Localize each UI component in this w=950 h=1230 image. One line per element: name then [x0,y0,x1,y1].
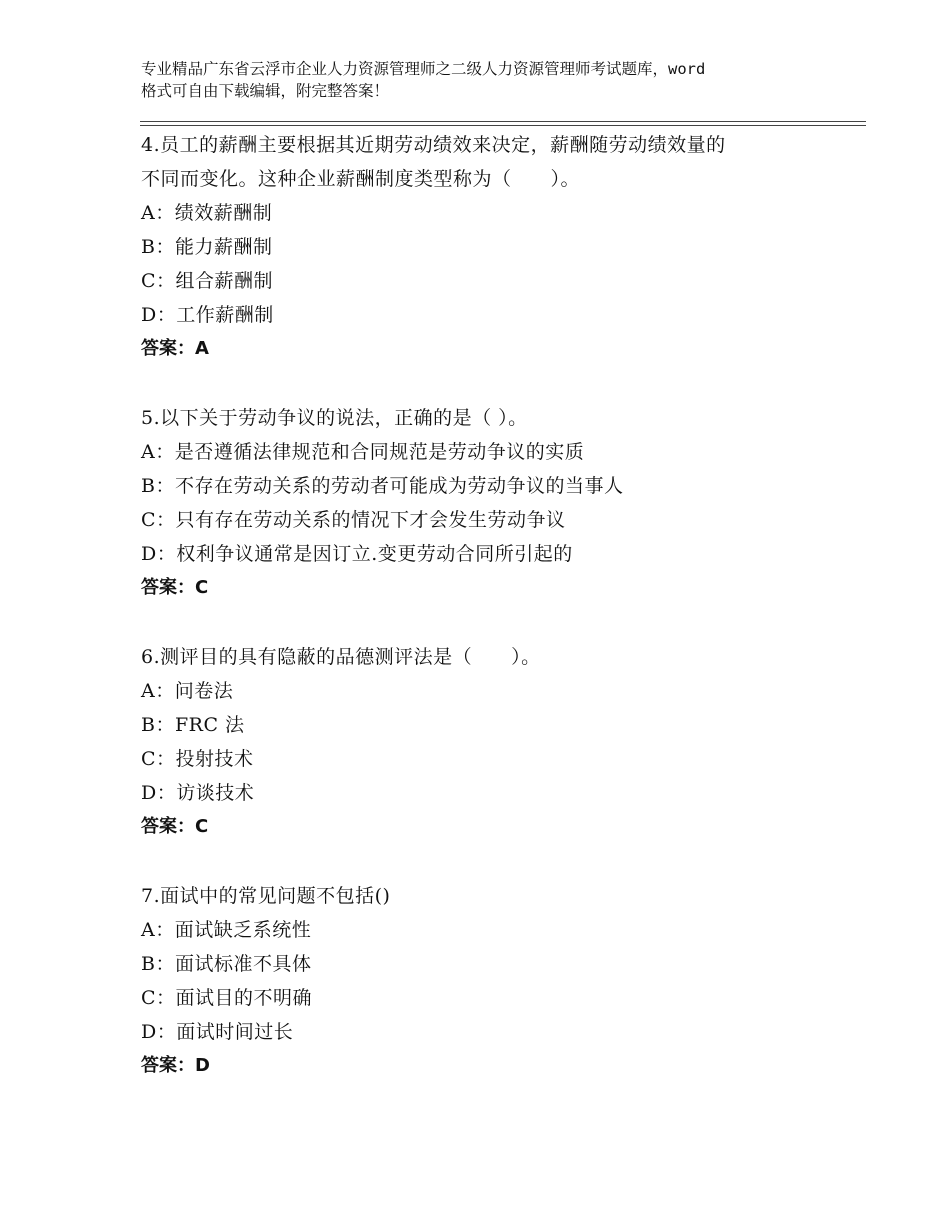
option-c: C：只有存在劳动关系的情况下才会发生劳动争议 [141,509,566,531]
question-stem-line: 7.面试中的常见问题不包括() [141,885,391,907]
option-a: A：是否遵循法律规范和合同规范是劳动争议的实质 [141,441,585,463]
question-6 [141,640,821,844]
option-b: B：面试标准不具体 [141,953,312,975]
option-d: D：面试时间过长 [141,1021,294,1043]
option-c: C：投射技术 [141,748,254,770]
answer-label: 答案：C [141,577,209,598]
document-header-note [141,58,831,102]
answer-label: 答案：A [141,338,209,359]
option-d: D：权利争议通常是因订立.变更劳动合同所引起的 [141,543,573,565]
option-b: B：不存在劳动关系的劳动者可能成为劳动争议的当事人 [141,475,624,497]
question-4 [141,128,821,366]
question-stem-line: 不同而变化。这种企业薪酬制度类型称为（ ）。 [141,168,581,190]
option-d: D：工作薪酬制 [141,304,274,326]
option-c: C：面试目的不明确 [141,987,313,1009]
question-stem-line: 6.测评目的具有隐蔽的品德测评法是（ ）。 [141,646,541,668]
question-stem-line: 5.以下关于劳动争议的说法，正确的是（ ）。 [141,407,528,429]
question-stem-line: 4.员工的薪酬主要根据其近期劳动绩效来决定，薪酬随劳动绩效量的 [141,134,726,156]
question-7 [141,879,821,1083]
header-line-1: 专业精品广东省云浮市企业人力资源管理师之二级人力资源管理师考试题库，word [141,60,706,78]
option-a: A：绩效薪酬制 [141,202,273,224]
answer-label: 答案：D [141,1055,210,1076]
header-divider-top [140,121,866,122]
option-a: A：面试缺乏系统性 [141,919,312,941]
option-b: B：FRC 法 [141,714,245,736]
option-d: D：访谈技术 [141,782,255,804]
question-5 [141,401,821,605]
option-c: C：组合薪酬制 [141,270,274,292]
header-divider-bottom [140,125,866,126]
option-a: A：问卷法 [141,680,234,702]
header-line-2: 格式可自由下载编辑，附完整答案！ [141,82,390,100]
answer-label: 答案：C [141,816,209,837]
option-b: B：能力薪酬制 [141,236,273,258]
